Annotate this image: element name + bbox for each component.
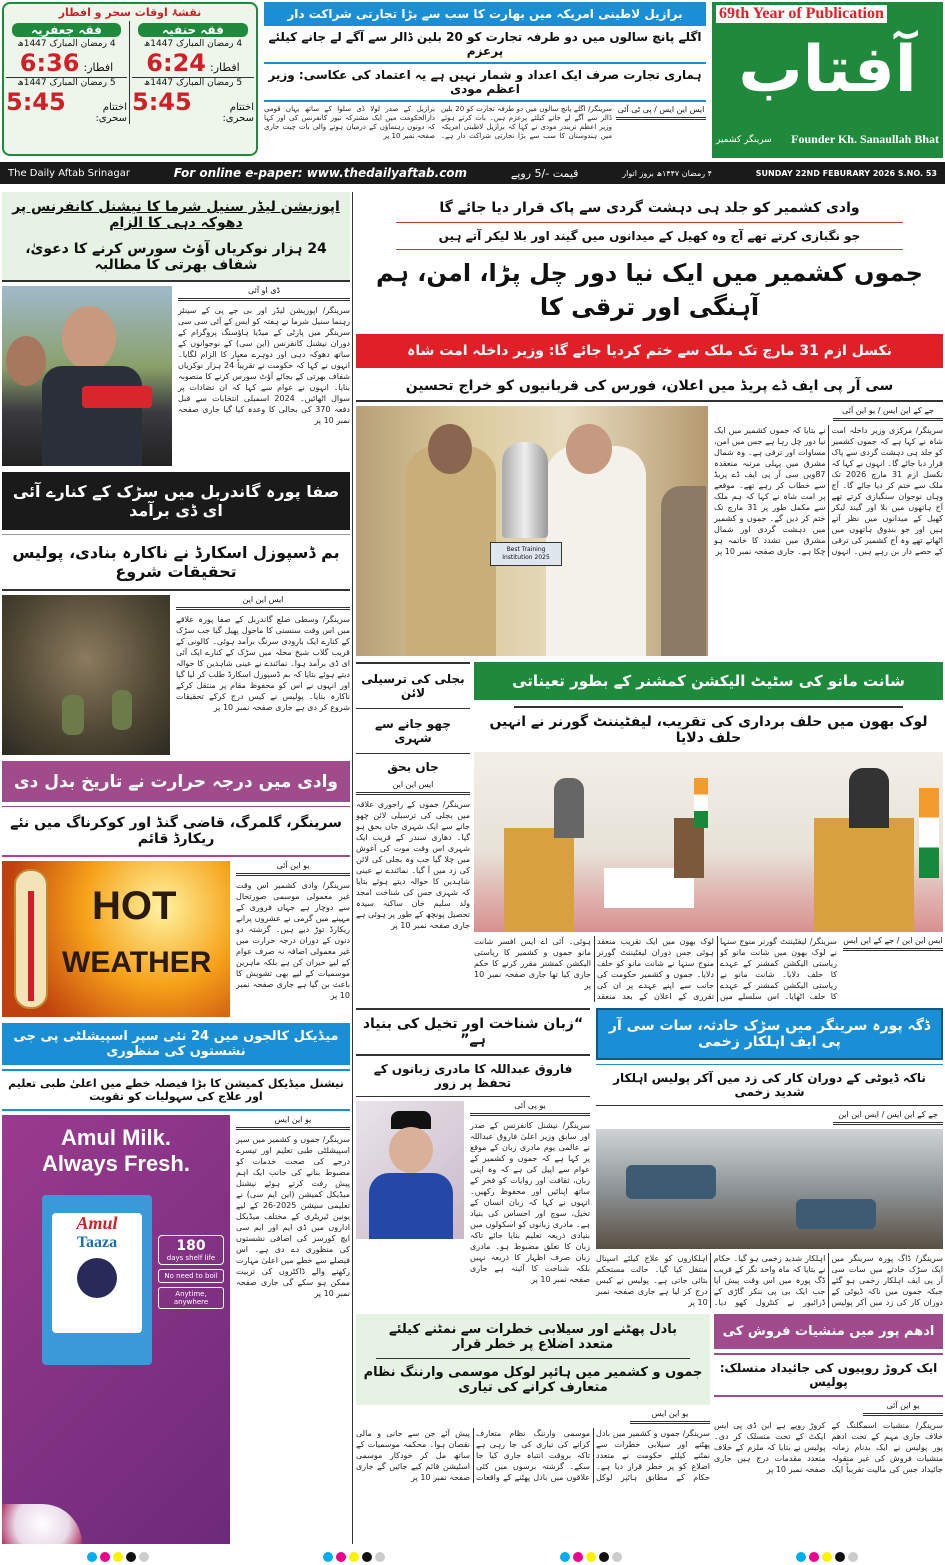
ad-line2: Always Fresh. [42, 1151, 190, 1176]
thermometer-icon [14, 869, 48, 1009]
subheadline: ایک کروڑ روپیوں کی جائیداد منسلک: پولیس [714, 1353, 943, 1397]
credit: جے کے این ایس / یو این آئی [833, 406, 943, 421]
right-area [356, 192, 943, 1483]
credit: یو پی آئی [470, 1101, 590, 1116]
amul-girl-icon [77, 1258, 117, 1298]
story-farooq [356, 1008, 590, 1285]
headline-line2: چھو جانے سے شہری [356, 709, 470, 754]
story-body: سرینگر/ جموں کے راجوری علاقہ میں بجلی کی ترسیلی لائن چھو جانے سے ایک شہری جاں بحق ہو گیا۔ دھاری سندر کے قریب ایک شہری اس وقت موت کی آغوش میں چلا گیا جب وہ بجلی کی لائن کی زد میں آ گیا۔ نمائندے نے عینی شاہدین کا حوالہ دیتے ہوئے بتایا کہ شہری جس کی شناخت امجد ولد سلیم خان ساکنہ سیدہ تحصیل پونچھ کے طور پر ہوئی ہے جاری صفحہ نمبر 10 پر [356, 800, 470, 930]
top-story-credit: ایس این ایس / پی ٹی آئی [616, 105, 706, 120]
sehri-label: اختتام سحری: [222, 102, 254, 124]
photo-oath-ceremony [474, 752, 943, 932]
headline: ادھم پور میں منشیات فروش کی [714, 1314, 943, 1349]
headline: شانت مانو کی سٹیٹ الیکشن کمشنر کے بطور تعیناتی [474, 662, 943, 700]
column-divider [352, 192, 353, 1544]
story-body: سرینگر/ لیفٹیننٹ گورنر منوج سنہا نے لوک بھون میں شانت مانو کو ریاستی الیکشن کمشنر کے عہدے کا حلف دلایا۔ شانت مانو نے ریاستی الیکشن کمشنر کے عہدے کا حلف اٹھایا۔ اس سلسلے میں لوک بھون میں ایک تقریب منعقد ہوئی جس دوران لیفٹیننٹ گورنر منوج سنہا نے شانت مانو کو حلف دلایا۔ جموں و کشمیر حکومت کی جانب سے اپنے عہدے پر ان کی تقرری کے اعلان کے بعد منعقد ہوئی۔ آئی اے ایس افسر شانت مانو جموں و کشمیر کا ریاستی الیکشن کمشنر مقرر کرنے کا حکم جاری کیا تھا جاری صفحہ نمبر 10 پر [474, 937, 837, 1001]
year-of-publication: 69th Year of Publication [716, 5, 887, 23]
sehri-label: اختتام سحری: [95, 102, 127, 124]
iftar-timings-box [2, 2, 258, 156]
story-body: سرینگر/ منشیات اسمگلنگ کے خلاف جاری مہم کے تحت ادھم پور پولیس نے ایک بدنام زمانہ منشیات فروش کی غیر منقولہ جائیداد جس کی مالیت تقریباً ایک کروڑ روپے ہے این ڈی پی ایس ایکٹ کے تحت منسلک کر دی۔ پولیس نے بتایا کہ ملزم کے خلاف متعدد مقدمات درج ہیں جاری صفحہ نمبر 10 پر [714, 1421, 943, 1474]
amul-ad[interactable] [2, 1115, 230, 1544]
paper-name: The Daily Aftab Srinagar [8, 167, 130, 179]
headline: بجلی کی ترسیلی لائن [356, 662, 470, 709]
top-story-head2: ہماری تجارت صرف ایک اعداد و شمار نہیں ہے یہ اعتماد کی عکاسی: وزیر اعظم مودی [264, 64, 706, 102]
hot-weather-image [2, 861, 230, 1017]
photo-trophy-presentation [356, 406, 708, 656]
subheadline: فاروق عبداللہ کا مادری زبانوں کے تحفظ پر زور [356, 1056, 590, 1097]
lead-headline: جموں کشمیر میں ایک نیا دور چل پڑا، امن، ہم آہنگی اور ترقی کا [376, 259, 923, 321]
story-body: سرینگر/ جموں و کشمیر میں بادل پھٹنے اور سیلابی خطرات سے نمٹنے کیلئے حکومت نے متعدد اضلاع کو پر خطر قرار دیا ہے۔ حکام کے مطابق ہائپر لوکل موسمی وارننگ نظام متعارف کرانے کی تیاری کی جا رہی ہے تاکہ بروقت انتباہ جاری کیا جا سکے۔ گزشتہ برسوں میں کئی علاقوں میں بادل پھٹنے کے واقعات پیش آئے جن سے جانی و مالی نقصان ہوا۔ محکمہ موسمیات کے ساتھ مل کر خودکار موسمی اسٹیشن قائم کیے جائیں گے جاری صفحہ نمبر 10 پر [356, 1429, 710, 1482]
hijri-date: ۴ رمضان ۱۴۴۷ھ بروز اتوار [622, 168, 712, 178]
credit: ایس این این / جے کے این ایس [843, 936, 943, 951]
founder-line: Founder Kh. Sanaullah Bhat [791, 132, 939, 146]
shelf-text: days shelf life [166, 1254, 216, 1262]
subheadline: 24 ہزار نوکریاں آؤٹ سورس کرنے کا دعویٰ، شفاف بھرتی کا مطالبہ [25, 241, 327, 273]
lead-subheadline: سی آر پی ایف ڈے پریڈ میں اعلان، فورس کی قربانیوں کو خراج تحسین [356, 372, 943, 402]
headline: ڈگہ پورہ سرینگر میں سڑک حادثہ، سات سی آر پی ایف اہلکار زخمی [596, 1008, 943, 1060]
top-story-body: سرینگر/ اگلے پانچ سالوں میں دو طرفہ تجارت کو 20 بلین ڈالر سے آگے لے جانے کیلئے پرعزم ہیں۔ بات کرتے ہوئے وزیر اعظم نریندر مودی نے کہا کہ برازیل لاطینی امریکہ میں ہندوستان کا سب سے بڑا تجارتی شراکت دار ہے۔ برازیل کے صدر لولا ڈی سلوا کے ساتھ یہاں قومی دارالحکومت میں ایک مشترکہ نیوز کانفرنس کی اور کہا کہ دونوں رہنماؤں کے درمیان ہونے والی بات چیت جاری صفحہ نمبر 10 پر [264, 105, 612, 140]
credit: یو این ایس [236, 1115, 350, 1130]
ad-line1: Amul Milk. [60, 1125, 171, 1150]
story-electric [356, 662, 470, 931]
headline: میڈیکل کالجوں میں 24 نئی سپر اسپیشلٹی پی جی نشستوں کی منظوری [2, 1023, 350, 1065]
no-boil-badge: No need to boil [158, 1269, 224, 1283]
shelf-life-badge [158, 1235, 224, 1265]
quote-headline: “زبان شناخت اور تخیل کی بنیاد ہے” [356, 1010, 590, 1056]
weather-text: WEATHER [62, 946, 212, 979]
trophy-icon [502, 442, 548, 538]
story-election [474, 662, 943, 1002]
iftar-label: افطار: [83, 61, 114, 74]
ad-brand: Amul [76, 1213, 118, 1233]
info-strip [0, 162, 945, 184]
lead-story [356, 192, 943, 656]
color-registration-marks [0, 1550, 945, 1564]
hanafi-iftar-time: 6:24 [146, 49, 206, 77]
story-accident [596, 1008, 943, 1308]
story-medical [2, 1023, 350, 1544]
headline-line3: جاں بحق [387, 760, 439, 774]
credit: جے کے این ایس / ایس این این [833, 1110, 943, 1125]
photo-accident-vehicle [596, 1129, 943, 1249]
flag-icon [919, 788, 939, 878]
hanafi-panel [130, 21, 256, 124]
jafaria-date1: 4 رمضان المبارک 1447ھ [17, 39, 116, 49]
subheadline: سرینگر، گلمرگ، قاضی گنڈ اور کوکرناگ میں نئے ریکارڈ قائم [2, 806, 350, 857]
anytime-badge: Anytime, anywhere [158, 1287, 224, 1309]
story-cloudburst [356, 1314, 710, 1483]
top-story [264, 2, 706, 141]
top-story-kicker: برازیل لاطینی امریکہ میں بھارت کا سب سے بڑا تجارتی شراکت دار [264, 2, 706, 26]
story-ied [2, 472, 350, 755]
subheadline: لوک بھون میں حلف برداری کی تقریب، لیفٹیننٹ گورنر نے انہیں حلف دلایا [489, 714, 928, 746]
edition-tag: سرینگر کشمیر [716, 134, 772, 145]
credit: یو این ایس [630, 1409, 710, 1424]
shelf-number: 180 [176, 1238, 206, 1254]
headline: وادی میں درجہ حرارت نے تاریخ بدل دی [2, 761, 350, 802]
jafaria-label: فقہ جعفریہ [12, 23, 121, 37]
story-body: سرینگر/ وادی کشمیر اس وقت غیر معمولی موسمی صورتحال سے دوچار ہے جہاں فروری کے مہینے میں گرمی نے عشروں پرانے ریکارڈ توڑ دیے ہیں۔ گزشتہ دو دنوں کے دوران درجہ حرارت میں غیر معمولی اضافہ نہ صرف عوام کے لیے حیران کن ہے بلکہ ماہرین موسمیات کے لیے بھی تشویش کا باعث بن گیا ہے جاری صفحہ نمبر 10 پر [236, 881, 350, 1000]
timings-title: نقشۂ اوقات سحر و افطار [58, 6, 202, 19]
amul-taaza-pack [42, 1195, 152, 1365]
headline: بادل پھٹنے اور سیلابی خطرات سے نمٹنے کیلئے متعدد اضلاع پر خطر قرار [376, 1316, 690, 1359]
subheadline: جموں و کشمیر میں ہائپر لوکل موسمی وارننگ نظام متعارف کرانے کی تیاری [363, 1365, 703, 1395]
photo-bomb-squad [2, 595, 170, 755]
hanafi-date2: 5 رمضان المبارک 1447ھ [132, 77, 254, 88]
lead-body: سرینگر/ مرکزی وزیر داخلہ امت شاہ نے کہا ہے کہ جموں کشمیر کو جلد ہی دہشت گردی سے پاک قرار دیا جائے گا۔ انہوں نے کہا کہ نکسل ازم 31 مارچ 2026 تک ملک سے ختم کر دیا جائے گا۔ آج وہاں نوجوان سنگبازی کرتے تھے آج ہاتھوں میں بلا اور گیند لیکر کھیل کے میدانوں میں نظر آتے ہیں اور جو بندوق ہاتھوں میں اٹھاتے تھے وہ آج کشمیر کی ترقی کے حصے دار بن رہے ہیں۔ انہوں نے بتایا کہ جموں کشمیر میں ایک نیا دور چل رہا ہے جس میں امن، مساوات اور ترقی ہے۔ وہ شمال مشرق میں پہلی مرتبہ منعقدہ 87ویں سی آر پی ایف ڈے پریڈ سے خطاب کر رہے تھے۔ موقعے پر امت شاہ نے کہا کہ ہم ملک سے مکمل طور پر 31 مارچ تک ختم کر دیں گے۔ جموں و کشمیر میں دہشت گردی اور شمال مشرق میں تشدد کا خاتمہ ہو چکا ہے۔ جاری صفحہ نمبر 10 پر [714, 426, 943, 556]
hot-text: HOT [92, 884, 177, 928]
headline: اپوزیشن لیڈر سنیل شرما کا نیشنل کانفرنس پر دھوکہ دہی کا الزام [12, 199, 340, 231]
price: قیمت -/5 روپے [510, 166, 579, 180]
story-body: سرینگر/ جموں و کشمیر میں سپر اسپیشلٹی طبی تعلیم اور تیسرے درجے کی صحت خدمات کو مضبوط بنانے کی جانب ایک اہم پیش رفت کرتے ہوئے نیشنل میڈیکل کمیشن (این ایم سی) نے تعلیمی سیشن 2025-26 کے لیے یونین ٹیریٹری کے مختلف میڈیکل اداروں میں ڈی ایم اور ایم سی ایچ کورسز کی اضافی نشستوں کی منظوری دے دی ہے۔ اس فیصلے سے خطے میں اعلیٰ مہارت رکھنے والے ڈاکٹروں کی تربیت ممکن ہو سکے گی جاری صفحہ نمبر 10 پر [236, 1135, 350, 1298]
photo-sunil-sharma [2, 286, 172, 466]
trophy-plate: Best Training Institution 2025 [490, 542, 562, 566]
credit: یو این آئی [863, 1401, 943, 1416]
lead-kicker2: جو نگبازی کرتے تھے آج وہ کھیل کے میدانوں میں گیند اور بلا لیکر آتے ہیں [438, 229, 861, 243]
lead-red-bar: نکسل ازم 31 مارچ تک ملک سے ختم کردیا جائے گا: وزیر داخلہ امت شاہ [356, 334, 943, 368]
credit: ایس این این [176, 595, 350, 610]
story-body: سرینگر/ ڈاگ پورہ سرینگر میں ایک سڑک حادثے میں سات سی آر پی ایف اہلکار زخمی ہو گئے جبکہ جموں میں ناکہ ڈیوٹی کے دوران کار کی زد میں آکر پولیس اہلکار شدید زخمی ہو گیا۔ حکام نے بتایا کہ ماہ واحد نگر کے قریب ڈگ پورہ میں اس وقت پیش آیا جب ایک بی پی بنکر گاڑی کے ڈرائیور نے کنٹرول کھو دیا۔ اہلکاروں کو علاج کیلئے اسپتال منتقل کیا گیا۔ حالت مستحکم بتائی جاتی ہے۔ پولیس نے کیس درج کر لیا ہے جاری صفحہ نمبر 10 پر [596, 1254, 943, 1307]
story-udhampur [714, 1314, 943, 1475]
jafaria-panel [4, 21, 130, 124]
hanafi-sehri-time: 5:45 [132, 88, 192, 116]
issue-date: SUNDAY 22ND FEBURARY 2026 S.NO. 53 [755, 168, 937, 178]
subheadline: نیشنل میڈیکل کمیشن کا بڑا فیصلہ خطے میں اعلیٰ طبی تعلیم اور علاج کی سہولیات کو تقویت [2, 1069, 350, 1111]
jafaria-date2: 5 رمضان المبارک 1447ھ [6, 77, 127, 88]
hanafi-date1: 4 رمضان المبارک 1447ھ [143, 39, 243, 49]
epaper-link[interactable]: For online e-paper: www.thedailyaftab.com [173, 166, 468, 180]
credit: ڈی او آئی [178, 286, 350, 301]
photo-farooq-abdullah [356, 1101, 464, 1239]
subheadline: بم ڈسپوزل اسکارڈ نے ناکارہ بنادی، پولیس تحقیقات شروع [2, 534, 350, 591]
story-body: سرینگر/ وسطی ضلع گاندربل کے صفا پورہ علاقے میں اس وقت سنسنی کا ماحول پھیل گیا جب سڑک کے کنارے ایک بارودی سرنگ برآمد ہوئی۔ کالونی کے قریب گلاب شیخ محلہ میں سڑک کے کنارے ایک آئی ای ڈی برآمد ہوا۔ نمائندے نے عینی شاہدین کا حوالہ دیتے ہوئے بتایا کہ بم ڈسپوزل اسکارڈ طلب کر لیا گیا اور انہوں نے اس کو محفوظ مقام پر منتقل کرکے ناکارہ بنایا۔ پولیس نے کیس درج کرکے تحقیقات شروع کر دی ہے جاری صفحہ نمبر 10 پر [176, 615, 350, 712]
jafaria-iftar-time: 6:36 [19, 49, 80, 77]
story-body: سرینگر/ نیشنل کانفرنس کے صدر اور سابق وزیر اعلیٰ فاروق عبداللہ نے عالمی یوم مادری زبان کے موقع پر کہا ہے کہ جموں و کشمیر کے عوام سے اپیل کی ہے کہ وہ اپنی زبان، ثقافت اور روایات کو فخر کے ساتھ اپنائیں اور محفوظ رکھیں۔ انہوں نے کہا کہ زبان انسان کے تخیل، سوچ اور احساس کی بنیاد ہے۔ مادری زبانوں کو اسکولوں میں بنیادی ذریعہ تعلیم بنایا جائے تاکہ زبان کا تعلق مضبوط ہو۔ مادری زبان صرف اظہار کا ذریعہ نہیں بلکہ شناخت کا آئینہ ہے جاری صفحہ نمبر 10 پر [470, 1121, 590, 1284]
story-body: سرینگر/ اپوزیشن لیڈر اور بی جے پی کے سینئر رہنما سنیل شرما نے ہفتہ کو ایس کے آئی سی سی سرینگر میں پارٹی کے میڈیا ہاؤسنگ پروگرام کے دوران نیشنل کانفرنس (این سی) کے نوجوانوں کے ساتھ دھوکہ دہی اور دوہرے معیار کا الزام لگایا۔ انہوں نے کہا کہ حکومت نے تقریباً 24 ہزار نوکریاں شفاف بھرتی کے بجائے آؤٹ سورس کرنے کا منصوبہ بنایا۔ انہوں نے عوام سے کہا کہ ان تضادات پر سوال اٹھائیں۔ 2024 اسمبلی انتخابات سے قبل دفعہ 370 کی بحالی کا وعدہ کیا گیا جاری صفحہ نمبر 10 پر [178, 306, 350, 425]
left-column [2, 192, 350, 1544]
top-story-head1: اگلے پانچ سالوں میں دو طرفہ تجارت کو 20 بلین ڈالر سے آگے لے جانے کیلئے پرعزم [264, 26, 706, 64]
headline: صفا پورہ گاندربل میں سڑک کے کنارے آئی ای ڈی برآمد [2, 472, 350, 530]
credit: یو این آئی [236, 861, 350, 876]
jafaria-sehri-time: 5:45 [6, 88, 66, 116]
flag-icon [694, 778, 708, 828]
logo-panel [712, 2, 943, 158]
lead-kicker1: وادی کشمیر کو جلد ہی دہشت گردی سے پاک قرار دیا جائے گا [439, 200, 860, 216]
iftar-label: افطار: [210, 61, 240, 74]
newspaper-logo: آفتاب [738, 33, 917, 107]
ad-product: Taaza [76, 1234, 118, 1251]
credit: ایس این این [356, 780, 470, 795]
hanafi-label: فقہ حنفیہ [138, 23, 248, 37]
subheadline: ناکہ ڈیوٹی کے دوران کار کی زد میں آکر پولیس اہلکار شدید زخمی [596, 1064, 943, 1106]
story-opposition [2, 192, 350, 466]
story-heat [2, 761, 350, 1017]
